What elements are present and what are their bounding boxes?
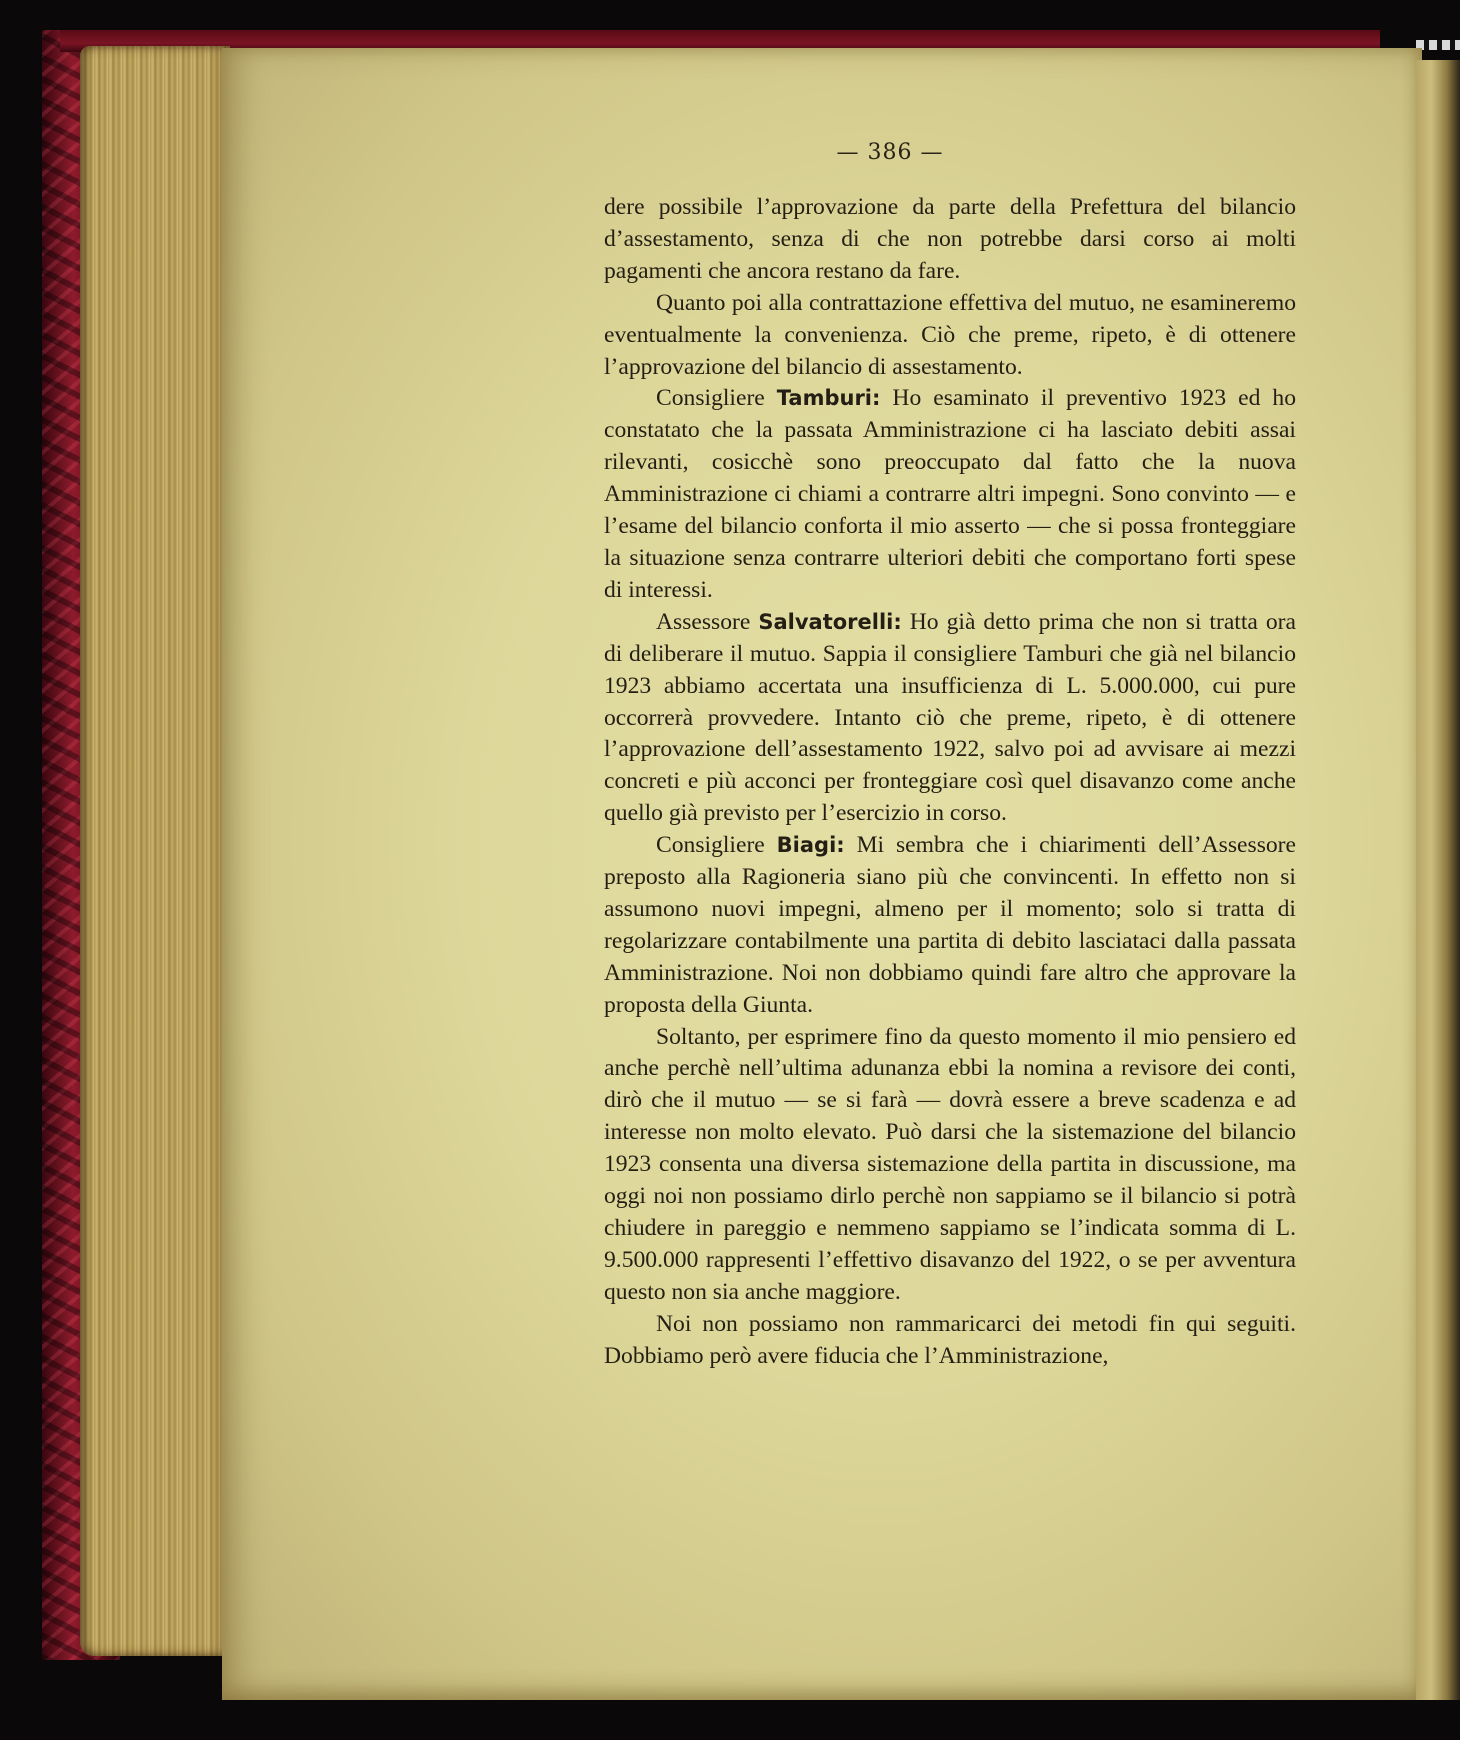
speaker-name: Salvatorelli: xyxy=(758,609,902,634)
paragraph-text: Ho già detto prima che non si tratta ora di deliberare il mutuo. Sappia il consigliere Tamburi che già nel bilancio 1923 abbiamo accertata una insufficienza di L. 5.000.000, cui pure occorrerà provvedere. Intanto ciò che preme, ripeto, è di ottenere l’approvazione dell’assestamento 1922, salvo poi ad avvisare ai mezzi concreti e più acconci per fronteggiare così quel disavanzo come anche quello già previsto per l’esercizio in corso. xyxy=(604,608,1296,827)
page-text xyxy=(604,192,1296,1373)
paragraph-intro: Consigliere xyxy=(656,832,777,859)
paragraph-text: Noi non possiamo non rammaricarci dei metodi fin qui seguiti. Dobbiamo però avere fiducia che l’Amministrazione, xyxy=(604,1310,1296,1369)
paragraph xyxy=(604,1022,1296,1309)
paragraph-intro: Consigliere xyxy=(656,385,777,412)
paragraph xyxy=(604,830,1296,1021)
speaker-name: Biagi: xyxy=(776,833,845,858)
paragraph-text: dere possibile l’approvazione da parte della Prefettura del bilancio d’assestamento, senza di che non potrebbe darsi corso ai molti pagamenti che ancora restano da fare. xyxy=(604,194,1296,284)
scan-ruler xyxy=(1416,40,1460,50)
paragraph xyxy=(604,383,1296,606)
speaker-name: Tamburi: xyxy=(776,386,881,411)
paragraph-text: Ho esaminato il preventivo 1923 ed ho constatato che la passata Amministrazione ci ha lasciato debiti assai rilevanti, cosicchè sono preoccupato dal fatto che la nuova Amministrazione ci chiami a contrarre altri impegni. Sono convinto — e l’esame del bilancio conforta il mio asserto — che si possa fronteggiare la situazione senza contrarre ulteriori debiti che comportano forti spese di interessi. xyxy=(604,385,1296,603)
paragraph xyxy=(604,1309,1296,1373)
paragraph-text: Soltanto, per esprimere fino da questo momento il mio pensiero ed anche perchè nell’ultima adunanza ebbi la nomina a revisore dei conti, dirò che il mutuo — se si farà — dovrà essere a breve scadenza e ad interesse non molto elevato. Può darsi che la sistemazione del bilancio 1923 consenta una diversa sistemazione della partita in discussione, ma oggi noi non possiamo dirlo perchè non sappiamo se il bilancio si potrà chiudere in pareggio e nemmeno sappiamo se l’indicata somma di L. 9.500.000 rappresenti l’effettivo disavanzo del 1922, o se per avventura questo non sia anche maggiore. xyxy=(604,1023,1296,1305)
page-number: — 386 — xyxy=(836,140,944,165)
paragraph xyxy=(604,192,1296,288)
page-edges xyxy=(80,46,230,1656)
paragraph-intro: Assessore xyxy=(656,608,759,635)
paragraph xyxy=(604,607,1296,830)
paragraph-text: Mi sembra che i chiarimenti dell’Assessore preposto alla Ragioneria siano più che convincenti. In effetto non si assumono nuovi impegni, almeno per il momento; solo si tratta di regolarizzare contabilmente una partita di debito lasciataci dalla passata Amministrazione. Noi non dobbiamo quindi fare altro che approvare la proposta della Giunta. xyxy=(604,832,1296,1018)
paragraph-text: Quanto poi alla contrattazione effettiva del mutuo, ne esamineremo eventualmente la convenienza. Ciò che preme, ripeto, è di ottenere l’approvazione del bilancio di assestamento. xyxy=(604,289,1296,380)
paragraph xyxy=(604,288,1296,384)
facing-page-edge xyxy=(1416,60,1460,1700)
